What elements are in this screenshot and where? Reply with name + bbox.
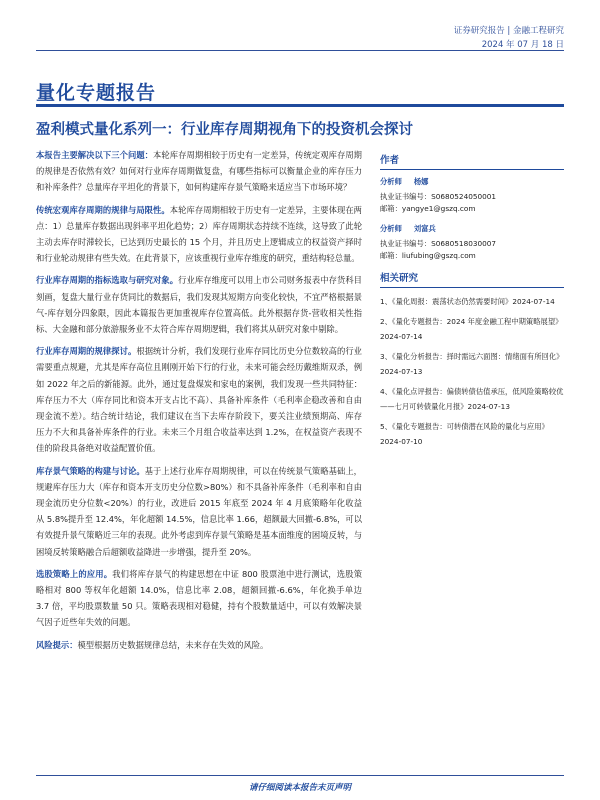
cert-number: S0680524050001 [431, 192, 497, 201]
author-card [380, 223, 564, 262]
summary-paragraph [36, 202, 362, 267]
paragraph-lead: 传统宏观库存周期的规律与局限性。 [36, 204, 170, 215]
page-title: 盈利模式量化系列一：行业库存周期视角下的投资机会探讨 [36, 122, 413, 138]
report-type-rule [36, 104, 564, 107]
author-card [380, 176, 564, 215]
cert-number: S0680518030007 [431, 239, 497, 248]
email-label: 邮箱： [380, 204, 402, 213]
paragraph-body: 行业库存维度可以用上市公司财务报表中存货科目刻画，复盘大量行业存货同比的数据后，我们发现其短期方向变化较快，不宜严格根据景气-库存划分四象限，因此本篇报告更加重视库存位置高低。此外根据存货-营收相关性指标、大金融和部分旅游服务业不太符合库存周期逻辑，我们将其从研究对象中剔除。 [36, 275, 362, 335]
header-meta [454, 24, 564, 52]
paragraph-lead: 选股策略上的应用。 [36, 568, 113, 579]
report-category: 证券研究报告 | 金融工程研究 [453, 26, 564, 36]
related-research-link[interactable]: 3、《量化分析报告：择时需远六面图：情绪面有所回化》2024-07-13 [380, 352, 564, 376]
paragraph-lead: 行业库存周期的指标选取与研究对象。 [36, 275, 179, 286]
email-label: 邮箱： [380, 251, 402, 260]
author-role: 分析师 [380, 224, 402, 233]
summary-column [36, 147, 362, 659]
summary-paragraph [36, 147, 362, 196]
related-research-link[interactable]: 1、《量化周报：震荡状态仍然需要时间》2024-07-14 [380, 297, 555, 306]
summary-paragraph [36, 566, 362, 631]
author-role: 分析师 [380, 177, 402, 186]
cert-label: 执业证书编号： [380, 192, 432, 201]
paragraph-lead: 库存景气策略的构建与讨论。 [36, 465, 145, 476]
risk-paragraph [36, 637, 362, 653]
summary-paragraph [36, 272, 362, 337]
cert-label: 执业证书编号： [380, 239, 432, 248]
author-email-link[interactable]: liufubing@gszq.com [401, 251, 476, 260]
paragraph-body: 本轮库存周期相较于历史有一定差异，传统定观库存周期的规律是否依然有效？如何对行业库存周期做复盘，有哪些指标可以衡量企业的库存压力和补库条件？总量库存平坦化的背景下，如何构建库存景气策略来适应当下市场环境？ [36, 150, 362, 193]
paragraph-body: 本轮库存周期相较于历史有一定差异，主要体现在两点：1）总量库存数据出现斜率平坦化趋势；2）库存周期状态持续不连续，这导致了此轮主动去库存时滞较长，已达到历史最长的 15 个月，并且历史上逻辑成立的权益资产择时和行业轮动规律有些失效。在此背景下，应该重视行业库存维度的研究，重结构轻总量。 [36, 204, 362, 264]
author-email-link[interactable]: yangye1@gszq.com [401, 204, 476, 213]
report-type-heading: 量化专题报告 [36, 82, 157, 104]
related-research-link[interactable]: 2、《量化专题报告：2024 年度金融工程中期策略展望》2024-07-14 [380, 317, 563, 341]
paragraph-lead: 风险提示： [36, 639, 78, 650]
author-name: 杨娜 [413, 177, 429, 186]
footer-disclaimer: 请仔细阅读本报告末页声明 [248, 783, 351, 793]
authors-heading: 作者 [380, 152, 564, 170]
related-research-link[interactable]: 5、《量化专题报告：可转债潜在风险的量化与应用》2024-07-10 [380, 422, 549, 446]
author-name: 刘富兵 [413, 224, 436, 233]
summary-paragraph [36, 463, 362, 560]
related-research-heading: 相关研究 [380, 270, 564, 288]
related-research-list [380, 294, 564, 449]
paragraph-lead: 本报告主要解决以下三个问题： [36, 150, 154, 160]
paragraph-body: 模型根据历史数据规律总结，未来存在失效的风险。 [77, 639, 269, 650]
summary-paragraph [36, 343, 362, 456]
header-divider [36, 50, 564, 51]
paragraph-body: 我们将库存景气的构建思想在中证 800 股票池中进行测试，选股策略相对 800 等权年化超额 14.0%，信息比率 2.08，超额回撤-6.6%，年化换手单边 3.7 倍，平均股票数量 50 只。策略表现相对稳健，持有个股数量适中，可以有效解决景气因子近些年失效的问题。 [36, 568, 362, 628]
report-date: 2024 年 07 月 18 日 [481, 40, 564, 50]
sidebar [380, 152, 564, 454]
footer-divider [36, 775, 564, 776]
related-research-link[interactable]: 4、《量化点评报告：偏债转债估值承压，低风险策略较优——七月可转债量化月报》2024-07-13 [380, 387, 564, 411]
paragraph-body: 根据统计分析，我们发现行业库存同比历史分位数较高的行业需要重点规避，尤其是库存高位且刚刚开始下行的行业，未来可能会经历戴维斯双杀，例如 2022 年之后的新能源。此外，通过复盘煤炭和家电的案例，我们发现一些共同特征：库存压力不大（库存同比和资本开支占比不高）、具备补库条件（毛利率企稳改善和自由现金流不差）。结合统计结论，我们建议在当下去库存阶段下，要关注业绩预期高、库存压力不大和具备补库条件的行业。未来三个月组合收益率达到 1.2%，在权益资产表现不佳的阶段具备绝对收益配置价值。 [36, 346, 362, 454]
paragraph-lead: 行业库存周期的规律探讨。 [36, 346, 137, 357]
paragraph-body: 基于上述行业库存周期规律，可以在传统景气策略基础上，规避库存压力大（库存和资本开支历史分位数>80%）和不具备补库条件（毛利率和自由现金流历史分位数<20%）的行业，改进后 2015 年底至 2024 年 4 月底策略年化收益从 5.8%提升至 12.4%，年化超额 14.5%，信息比率 1.66，超额最大回撤-6.8%，可以有效提升景气策略近三年的表现。此外考虑到库存景气策略是基本面维度的困境反转，与困境反转策略融合后超额收益降进一步增强，提升至 20%。 [36, 465, 363, 557]
